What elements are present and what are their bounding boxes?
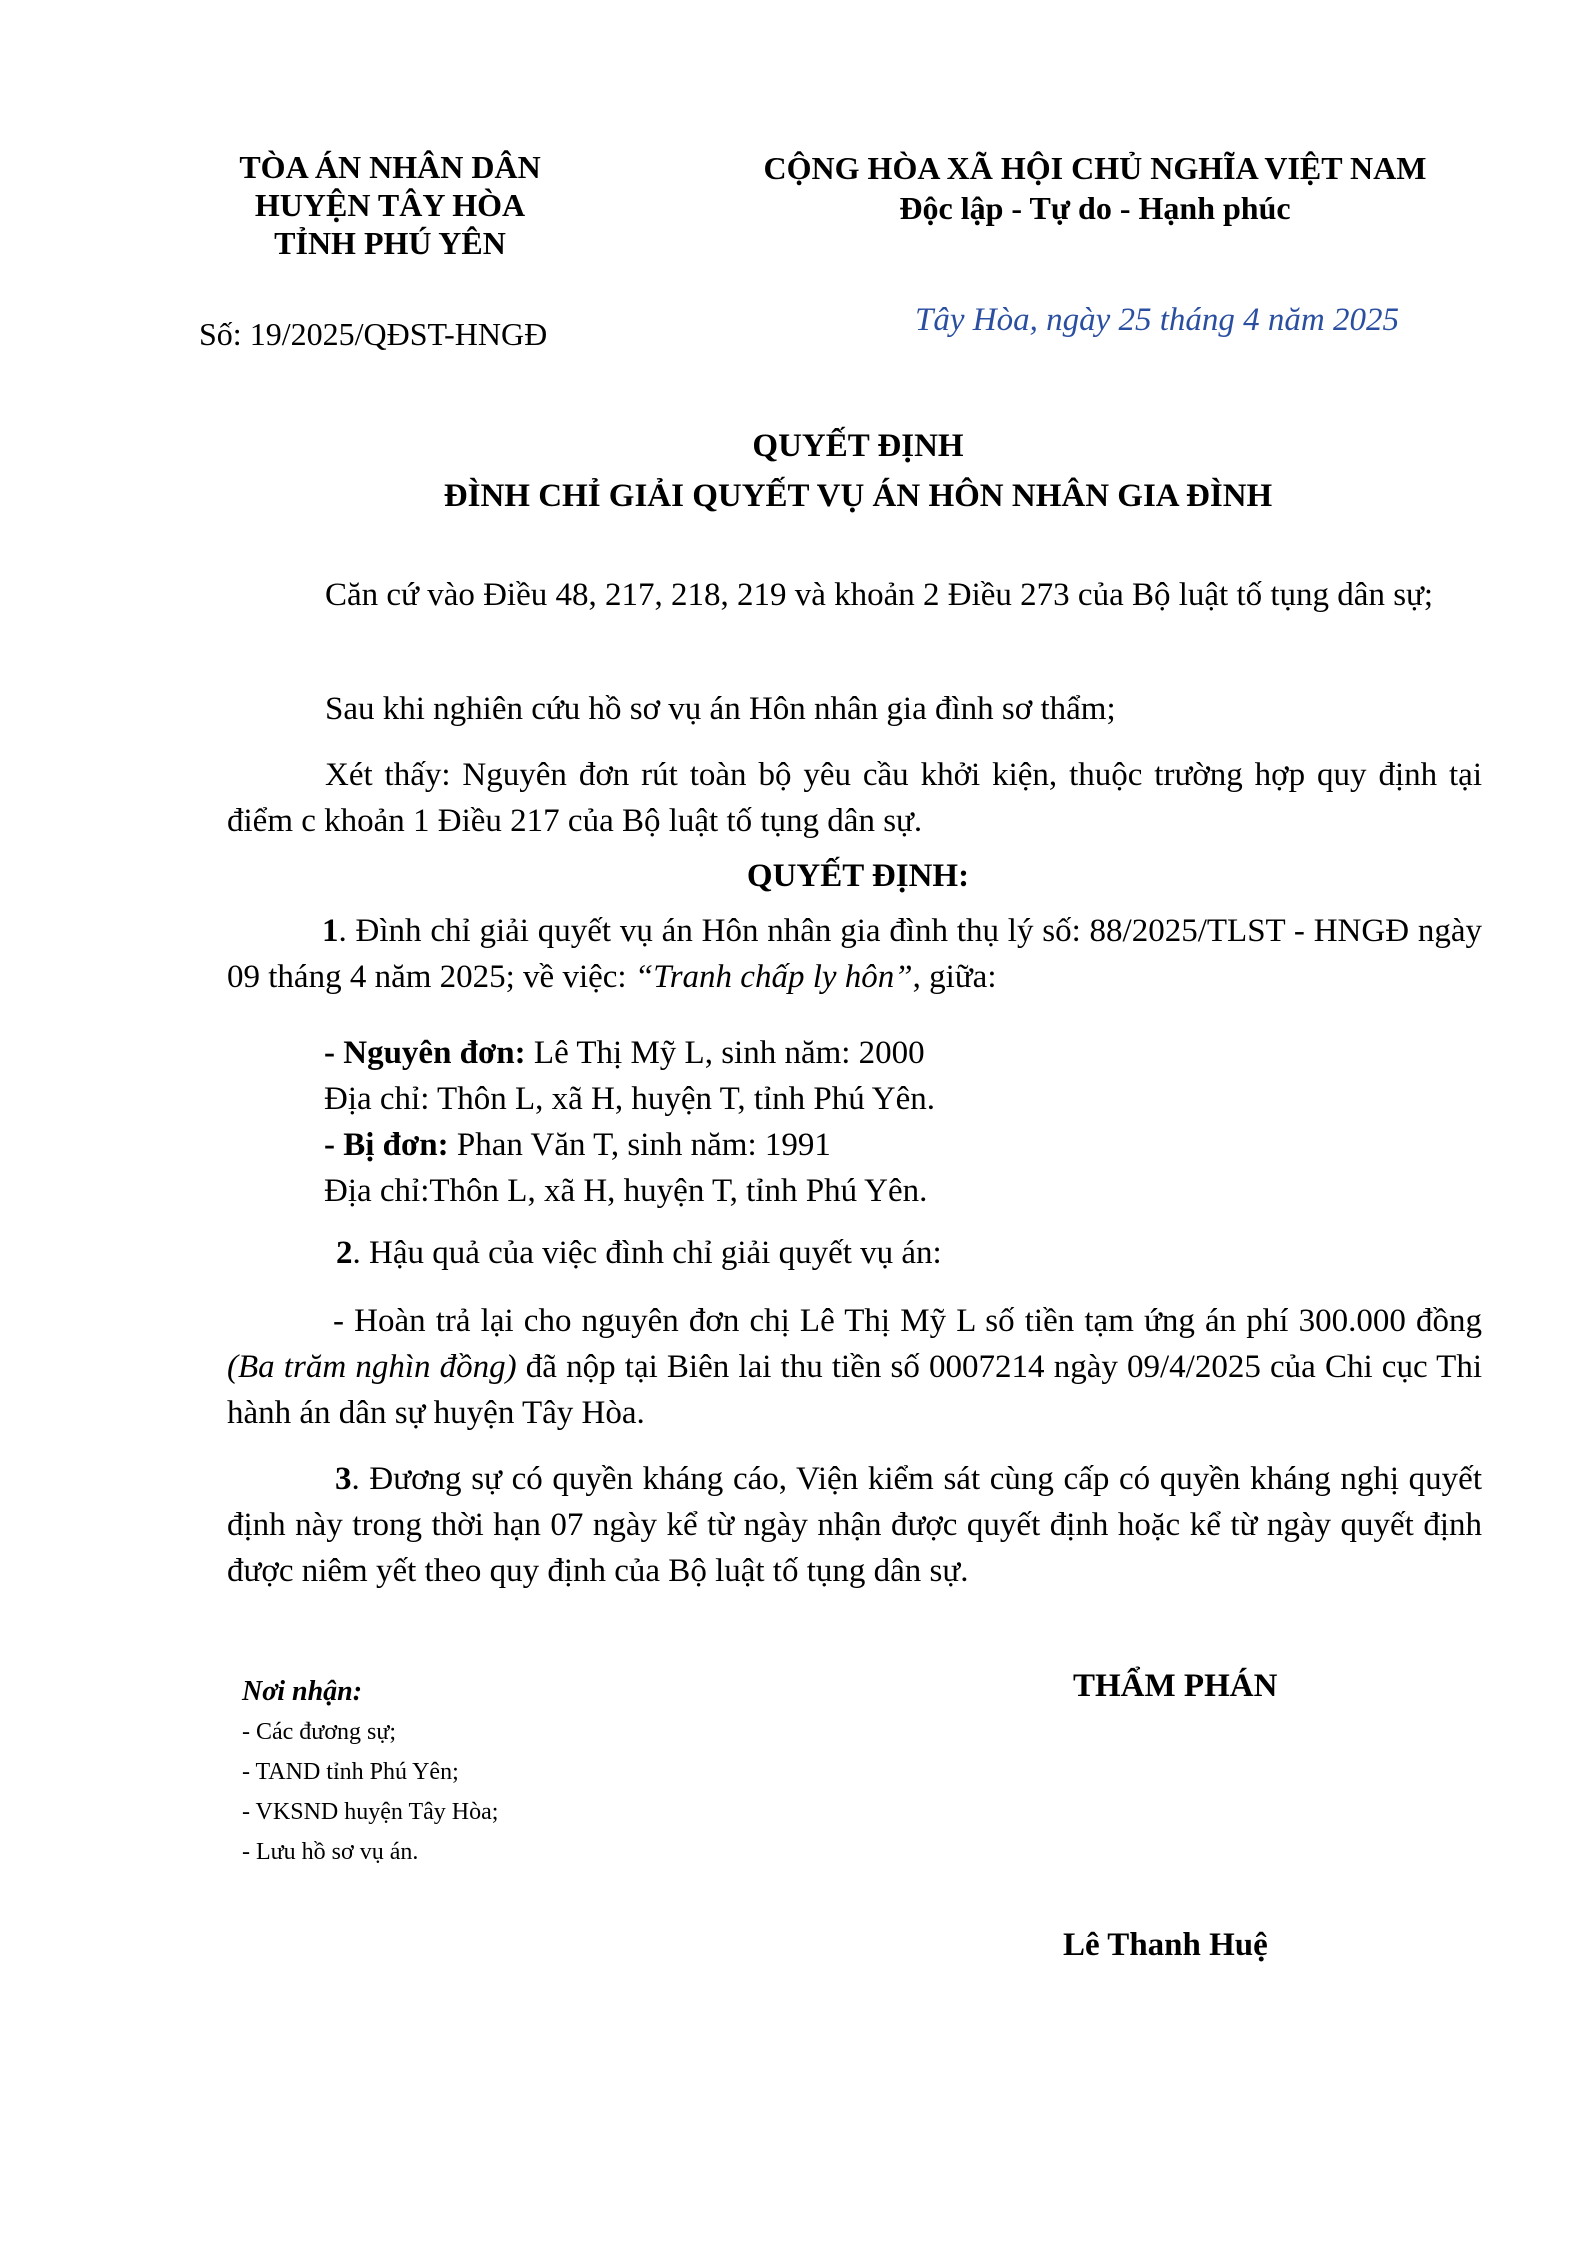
nation-name: CỘNG HÒA XÃ HỘI CHỦ NGHĨA VIỆT NAM bbox=[763, 150, 1427, 186]
refund-text-end: đã nộp tại Biên lai thu tiền số 0007214 ngày 09/4/2025 của Chi cục Thi hành án dân sự huyện Tây Hòa. bbox=[227, 1349, 1482, 1431]
refund-text: - Hoàn trả lại cho nguyên đơn chị Lê Thị Mỹ L số tiền tạm ứng án phí 300.000 đồng bbox=[333, 1303, 1482, 1339]
refund bbox=[227, 1298, 1482, 1436]
item-number: 1 bbox=[322, 913, 339, 949]
court-name bbox=[180, 148, 600, 262]
defendant-address: Địa chỉ:Thôn L, xã H, huyện T, tỉnh Phú Yên. bbox=[324, 1173, 928, 1209]
signer-name: Lê Thanh Huệ bbox=[1063, 1927, 1268, 1963]
item-text: . Hậu quả của việc đình chỉ giải quyết vụ án: bbox=[352, 1235, 942, 1271]
recipient-item: - Các đương sự; bbox=[242, 1719, 397, 1745]
item-text-end: , giữa: bbox=[912, 959, 997, 995]
decision-heading: QUYẾT ĐỊNH: bbox=[746, 858, 970, 894]
recipient-item: - TAND tỉnh Phú Yên; bbox=[242, 1759, 459, 1785]
item-1 bbox=[227, 908, 1482, 1000]
item-number: 2 bbox=[336, 1235, 353, 1271]
place-date: Tây Hòa, ngày 25 tháng 4 năm 2025 bbox=[915, 302, 1399, 338]
document-title: QUYẾT ĐỊNH bbox=[752, 428, 964, 464]
recipients-heading: Nơi nhận: bbox=[242, 1676, 363, 1707]
plaintiff bbox=[324, 1030, 925, 1076]
case-name: “Tranh chấp ly hôn” bbox=[634, 959, 913, 995]
court-line: TÒA ÁN NHÂN DÂN bbox=[239, 149, 541, 185]
item-3 bbox=[227, 1456, 1482, 1594]
plaintiff-label: - Nguyên đơn: bbox=[324, 1035, 526, 1071]
recipients bbox=[242, 1672, 498, 1872]
plaintiff-value: Lê Thị Mỹ L, sinh năm: 2000 bbox=[525, 1035, 925, 1071]
preamble bbox=[227, 572, 1482, 618]
document-subtitle: ĐÌNH CHỈ GIẢI QUYẾT VỤ ÁN HÔN NHÂN GIA ĐÌNH bbox=[443, 478, 1273, 514]
item-number: 3 bbox=[335, 1461, 352, 1497]
item-text: . Đương sự có quyền kháng cáo, Viện kiểm sát cùng cấp có quyền kháng nghị quyết định này trong thời hạn 07 ngày kể từ ngày nhận được quyết định hoặc kể từ ngày quyết định được niêm yết theo quy định của Bộ luật tố tụng dân sự. bbox=[227, 1461, 1482, 1589]
recipient-item: - Lưu hồ sơ vụ án. bbox=[242, 1839, 419, 1865]
court-line: HUYỆN TÂY HÒA bbox=[254, 187, 526, 223]
signer-title: THẨM PHÁN bbox=[1073, 1668, 1278, 1704]
preamble-study bbox=[227, 686, 1482, 732]
refund-amount-words: (Ba trăm nghìn đồng) bbox=[227, 1349, 517, 1385]
defendant-label: - Bị đơn: bbox=[324, 1127, 449, 1163]
after-study: Sau khi nghiên cứu hồ sơ vụ án Hôn nhân gia đình sơ thẩm; bbox=[325, 691, 1116, 727]
item-2 bbox=[227, 1230, 1482, 1276]
item-text: . Đình chỉ giải quyết vụ án Hôn nhân gia đình thụ lý số: 88/2025/TLST - HNGĐ ngày 09 tháng 4 năm 2025; về việc: bbox=[227, 913, 1482, 995]
legal-basis: Căn cứ vào Điều 48, 217, 218, 219 và khoản 2 Điều 273 của Bộ luật tố tụng dân sự; bbox=[325, 577, 1434, 613]
motto: Độc lập - Tự do - Hạnh phúc bbox=[899, 190, 1291, 226]
court-line: TỈNH PHÚ YÊN bbox=[274, 225, 506, 261]
national-motto bbox=[690, 148, 1500, 228]
document-number: Số: 19/2025/QĐST-HNGĐ bbox=[199, 316, 548, 352]
plaintiff-address: Địa chỉ: Thôn L, xã H, huyện T, tỉnh Phú Yên. bbox=[324, 1081, 936, 1117]
defendant-value: Phan Văn T, sinh năm: 1991 bbox=[448, 1127, 831, 1163]
recipient-item: - VKSND huyện Tây Hòa; bbox=[242, 1799, 499, 1825]
considering: Xét thấy: Nguyên đơn rút toàn bộ yêu cầu khởi kiện, thuộc trường hợp quy định tại điểm c khoản 1 Điều 217 của Bộ luật tố tụng dân sự. bbox=[227, 757, 1482, 839]
defendant bbox=[324, 1122, 831, 1168]
preamble-considering bbox=[227, 752, 1482, 844]
